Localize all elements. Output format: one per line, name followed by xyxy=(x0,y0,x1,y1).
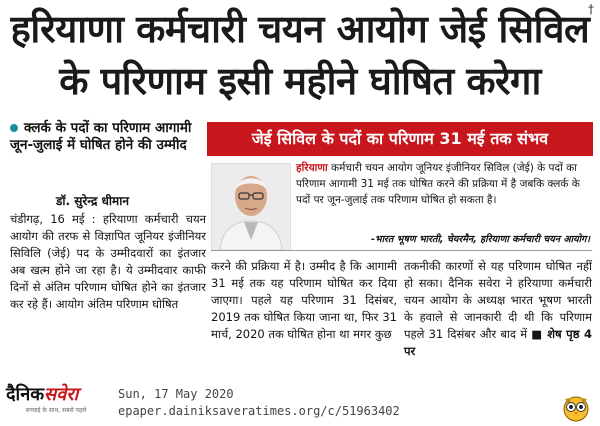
subheadline-text: क्लर्क के पदों का परिणाम आगामी जून-जुलाई में घोषित होने की उम्मीद xyxy=(10,120,192,153)
bullet-icon xyxy=(10,124,18,132)
article-column-3-text: तकनीकी कारणों से यह परिणाम घोषित नहीं हो सका। दैनिक सवेरा ने हरियाणा कर्मचारी चयन आयोग के अध्यक्ष भारत भूषण भारती के हवाले से जानकारी दी थी कि परिणाम पहले 31 दिसंबर और बाद में xyxy=(404,259,592,341)
article-column-2: करने की प्रक्रिया में है। उम्मीद है कि आगामी 31 मई तक यह परिणाम घोषित कर दिया जाएगा। पहले यह परिणाम 31 दिसंबर, 2019 तक घोषित किया जाना था, फिर 31 मार्च, 2020 तक घोषित होना था मगर कुछ xyxy=(211,259,397,341)
continued-text: शेष पृष्ठ 4 पर xyxy=(404,327,593,358)
headline-line-1: हरियाणा कर्मचारी चयन आयोग जेई सिविल xyxy=(10,7,590,51)
epaper-url[interactable]: epaper.dainiksaveratimes.org/c/51963402 xyxy=(118,404,400,418)
byline: डॉ. सुरेन्द्र धीमान xyxy=(56,194,129,208)
highlight-banner: जेई सिविल के पदों का परिणाम 31 मई तक संभव xyxy=(207,122,593,156)
excerpt-lead: हरियाणा xyxy=(296,162,328,174)
article-column-3 xyxy=(404,258,592,360)
corner-symbol: † xyxy=(588,2,594,16)
article-column-1: चंडीगढ़, 16 मई : हरियाणा कर्मचारी चयन आयोग की तरफ से विज्ञापित जूनियर इंजीनियर सिविलि (जेई) पद के उम्मीदवारों का इंतजार अब खत्म होने जा रहा है। ये उम्मीदवार काफी दिनों से अंतिम परिणाम घोषित होने का इंतजार कर रहे हैं। आयोग अंतिम परिणाम घोषित xyxy=(10,212,206,311)
excerpt-text: कर्मचारी चयन आयोग जूनियर इंजीनियर सिविल (जेई) के पदों का परिणाम आगामी 31 मई तक घोषित करने की प्रक्रिया में है जबकि क्लर्क के पदों पर जून-जुलाई तक परिणाम घोषित हो सकता है। xyxy=(296,162,580,206)
logo-tagline: सच्चाई के साथ, सबसे पहले xyxy=(25,407,87,414)
quote-attribution: -भारत भूषण भारती, चेयरमैन, हरियाणा कर्मचारी चयन आयोग। xyxy=(370,234,590,245)
logo-part-2: सवेरा xyxy=(44,384,79,405)
headline-line-2: के परिणाम इसी महीने घोषित करेगा xyxy=(59,59,541,103)
owl-mascot-icon xyxy=(560,390,592,422)
continued-note: ■ शेष पृष्ठ 4 पर xyxy=(404,327,593,358)
logo-part-1: दैनिक xyxy=(6,384,45,405)
portrait-photo-icon xyxy=(212,164,290,250)
subheadline xyxy=(10,120,206,154)
divider xyxy=(211,250,592,251)
newspaper-logo xyxy=(6,384,106,418)
quote-excerpt xyxy=(296,160,590,208)
publish-date: Sun, 17 May 2020 xyxy=(118,387,234,401)
portrait-photo xyxy=(211,163,291,251)
